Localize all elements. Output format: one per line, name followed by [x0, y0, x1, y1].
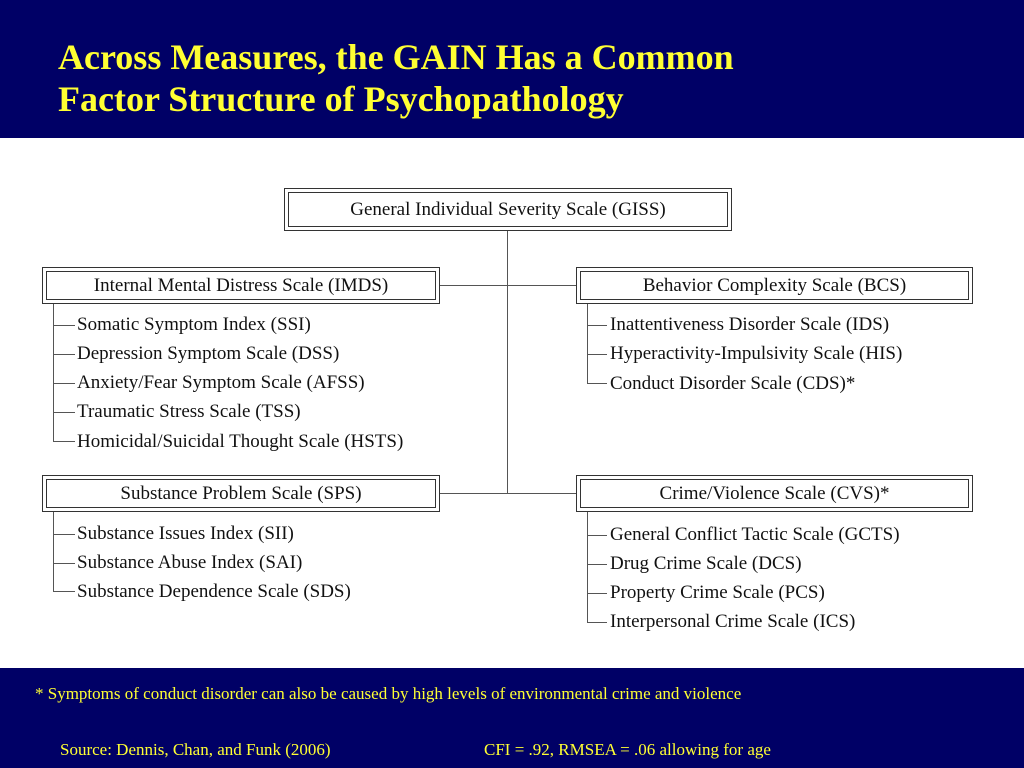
slide-title	[58, 36, 998, 120]
sps-item-1: Substance Issues Index (SII)	[77, 523, 294, 544]
connector-sps	[440, 493, 577, 494]
sps-box	[42, 475, 440, 512]
bcs-label: Behavior Complexity Scale (BCS)	[580, 271, 969, 300]
cvs-item-3: Property Crime Scale (PCS)	[610, 582, 825, 603]
tick-bcs-1	[587, 325, 607, 326]
tick-sps-2	[53, 563, 75, 564]
tick-bcs-3	[587, 383, 607, 384]
cvs-item-4: Interpersonal Crime Scale (ICS)	[610, 611, 856, 632]
imds-item-4: Traumatic Stress Scale (TSS)	[77, 401, 301, 422]
footnote: * Symptoms of conduct disorder can also be caused by high levels of environmental crime and violence	[35, 684, 742, 703]
bcs-item-2: Hyperactivity-Impulsivity Scale (HIS)	[610, 343, 903, 364]
tick-cvs-1	[587, 535, 607, 536]
tick-imds-4	[53, 412, 75, 413]
bracket-bcs	[587, 304, 588, 384]
imds-box	[42, 267, 440, 304]
fit-statistics: CFI = .92, RMSEA = .06 allowing for age	[484, 740, 771, 759]
sps-label: Substance Problem Scale (SPS)	[46, 479, 436, 508]
tick-bcs-2	[587, 354, 607, 355]
sps-item-3: Substance Dependence Scale (SDS)	[77, 581, 351, 602]
tick-sps-1	[53, 534, 75, 535]
title-line-2: Factor Structure of Psychopathology	[58, 79, 624, 119]
cvs-item-2: Drug Crime Scale (DCS)	[610, 553, 802, 574]
imds-item-5: Homicidal/Suicidal Thought Scale (HSTS)	[77, 431, 404, 452]
giss-box	[284, 188, 732, 231]
trunk-line	[507, 230, 508, 493]
tick-imds-5	[53, 441, 75, 442]
title-line-1: Across Measures, the GAIN Has a Common	[58, 37, 734, 77]
source-citation: Source: Dennis, Chan, and Funk (2006)	[60, 740, 331, 759]
imds-item-2: Depression Symptom Scale (DSS)	[77, 343, 340, 364]
imds-item-1: Somatic Symptom Index (SSI)	[77, 314, 311, 335]
bracket-sps	[53, 511, 54, 592]
bcs-box	[576, 267, 973, 304]
tick-cvs-2	[587, 564, 607, 565]
title-banner	[0, 0, 1024, 138]
bcs-item-1: Inattentiveness Disorder Scale (IDS)	[610, 314, 890, 335]
tick-imds-1	[53, 325, 75, 326]
footer-banner	[0, 668, 1024, 768]
tick-imds-3	[53, 383, 75, 384]
imds-item-3: Anxiety/Fear Symptom Scale (AFSS)	[77, 372, 365, 393]
cvs-box	[576, 475, 973, 512]
bcs-item-3: Conduct Disorder Scale (CDS)*	[610, 373, 856, 394]
giss-label: General Individual Severity Scale (GISS)	[288, 192, 728, 227]
cvs-item-1: General Conflict Tactic Scale (GCTS)	[610, 524, 900, 545]
tick-imds-2	[53, 354, 75, 355]
cvs-label: Crime/Violence Scale (CVS)*	[580, 479, 969, 508]
connector-imds	[440, 285, 577, 286]
tick-cvs-3	[587, 593, 607, 594]
tick-sps-3	[53, 591, 75, 592]
tick-cvs-4	[587, 622, 607, 623]
bracket-cvs	[587, 511, 588, 622]
sps-item-2: Substance Abuse Index (SAI)	[77, 552, 303, 573]
imds-label: Internal Mental Distress Scale (IMDS)	[46, 271, 436, 300]
